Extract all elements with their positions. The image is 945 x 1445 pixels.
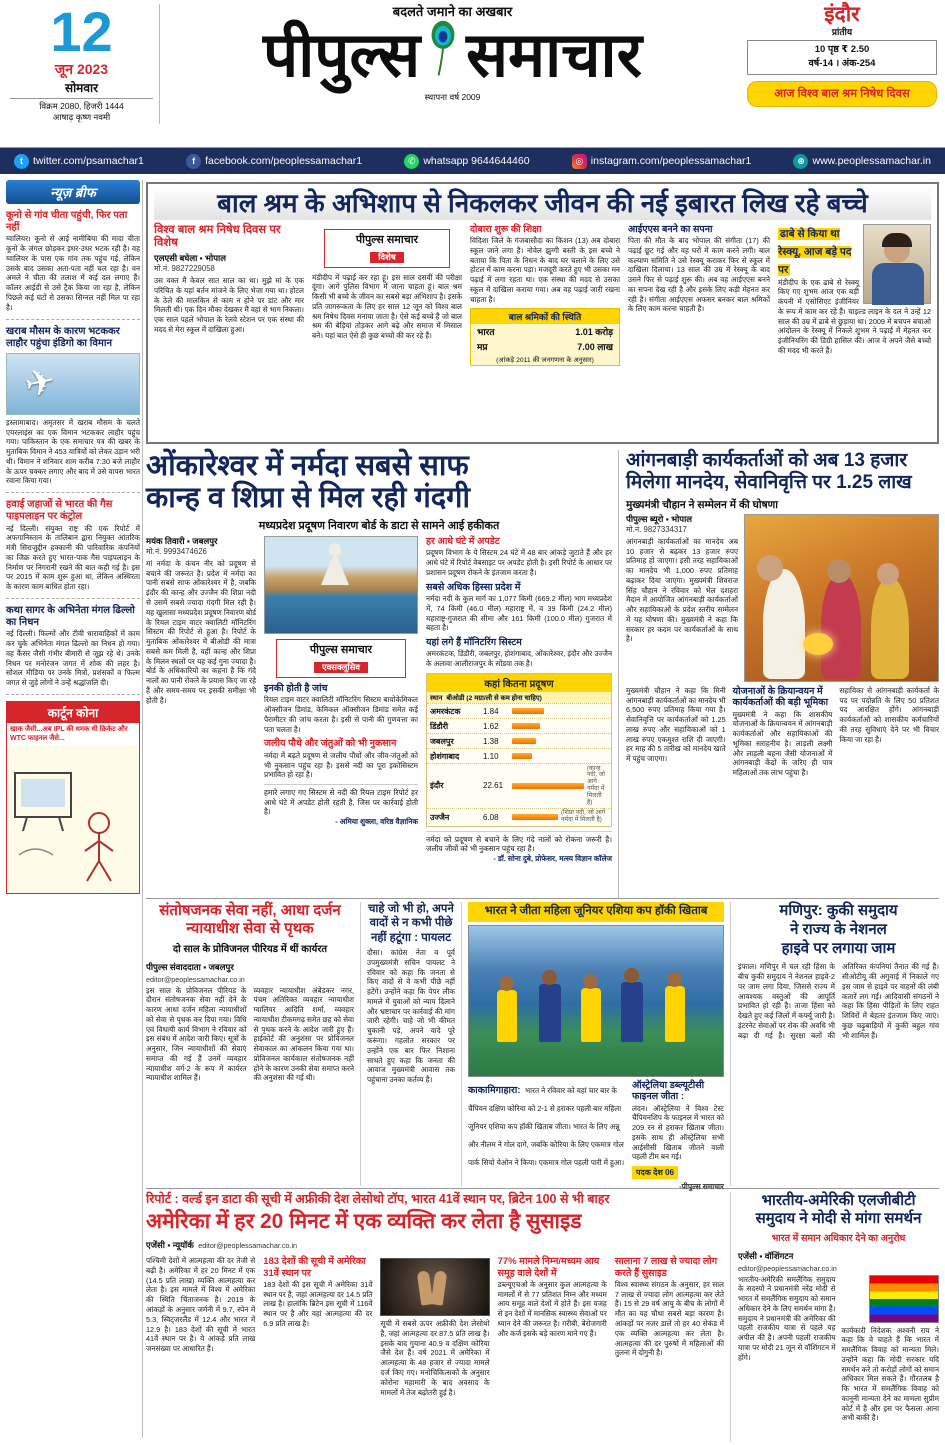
- narmada-headline-line2: कान्ह व शिप्रा से मिल रही गंदगी: [146, 482, 471, 515]
- player-head: [667, 972, 682, 987]
- expert-quote-1: [264, 784, 418, 827]
- column-rule: [142, 180, 143, 1438]
- suicide-col-4: [498, 1256, 607, 1397]
- anganwadi-subbody: मुख्यमंत्री ने कहा कि शासकीय योजनाओं के क्रियान्वयन में आंगनबाड़ी कार्यकर्ताओं और सहायिकाओं की भूमिका सराहनीय है। लाड़ली लक्ष्मी और लाड़ली बहना जैसी योजनाओं में आंगनबाड़ी केंद्रों के जरिए ही पात्र महिलाओं तक लाभ पहुंचा है।: [732, 709, 833, 778]
- bod-bar: [512, 753, 532, 759]
- suicide-body-3: सूची में सबसे ऊपर अफ्रीकी देश लेसोथो है, जहां आत्महत्या दर 87.5 प्रति लाख है। इसके बाद गुयाना 40.9 व दक्षिण कोरिया जैसे देश हैं। वर्ष 2021 में अमेरिका में आत्महत्या के 48 हजार से ज्यादा मामले दर्ज किए गए। मनोचिकित्सकों के अनुसार कोरोना महामारी के बाद अवसाद के मामलों में तेज बढ़ोतरी हुई है।: [380, 1319, 490, 1397]
- twitter-icon: t: [14, 154, 29, 169]
- portrait-body: [872, 263, 924, 305]
- lgbt-headline-line2: समुदाय ने मोदी से मांगा समर्थन: [755, 1210, 922, 1228]
- suicide-subbody-1: 183 देशों की इस सूची में अमेरिका 31वें स्थान पर है, जहां आत्महत्या दर 14.5 प्रति लाख है। हालांकि ब्रिटेन इस सूची में 116वें स्थान पर है और वहां आत्महत्या की दर 6.9 प्रति लाख है।: [263, 1279, 373, 1328]
- hockey-story: [468, 902, 724, 1192]
- expert-quote-2: [426, 831, 612, 864]
- bod-bar: [512, 723, 540, 729]
- suicide-email: editor@peoplessamachar.co.in: [198, 1241, 298, 1251]
- established-year: स्थापना वर्ष 2009: [424, 92, 481, 103]
- masthead: [0, 0, 945, 148]
- paper-tagline: बदलते जमाने का अखबार: [392, 4, 513, 19]
- masthead-center: [170, 2, 735, 103]
- substory-body: पिता की मौत के बाद भोपाल की संगीता (17) की पढ़ाई छूट गई और वह घरों में काम करने लगी। बाल कल्याण समिति ने उसे रेस्क्यू कराकर फिर से स्कूल में दाखिला दिलाया। 13 साल की उम्र में रेस्क्यू के बाद उसने फिर से पढ़ाई शुरू की। अब वह आईएएस बनने का सपना देख रही है और इसके लिए कड़ी मेहनत कर रही है। संगीता आईएएस अफसर बनकर बाल श्रमिकों के लिए काम करना चाहती है।: [628, 235, 770, 314]
- pollution-row: [427, 733, 611, 748]
- player-head: [583, 974, 598, 989]
- judges-body-1: इस साल के प्रोविजनल पीरियड के दौरान संतोषजनक सेवा नहीं देने के कारण आधा दर्जन महिला न्यायाधीशों को सेवा से पृथक कर दिया गया। विधि एवं विधायी कार्य विभाग ने रविवार को इस संबंध में आदेश जारी किए। सूत्रों के अनुसार, जिन न्यायाधीशों की सेवाएं समाप्त की गई हैं उनमें व्यवहार न्यायाधीश वर्ग-2 के रूप में कार्यरत न्यायाधीश शामिल हैं।: [146, 985, 247, 1083]
- report-strapline: रिपोर्ट : वर्ल्ड इन डाटा की सूची में अफ्रीकी देश लेसोथो टॉप, भारत 41वें स्थान पर, ब्रिटेन 100 से भी बाहर: [146, 1192, 610, 1206]
- narmada-byline: मयंक तिवारी ▪ जबलपुर: [146, 535, 218, 546]
- narmada-subhead-4: इनकी होती है जांच: [264, 682, 328, 694]
- pilot-headline: चाहे जो भी हो, अपने वादों से न कभी पीछे नहीं हटूंगा : पायलट: [368, 903, 454, 944]
- lead-column-3: [470, 224, 620, 367]
- news-brief-sidebar: [6, 180, 140, 1438]
- stats-row: [471, 324, 619, 339]
- photo-credit: -पीपुल्स समाचार: [679, 1182, 724, 1192]
- narmada-intro: मां नर्मदा के कंचन नीर को प्रदूषण से बचाने की जरूरत है। प्रदेश में नर्मदा का पानी सबसे साफ ओंकारेश्वर में है, जबकि इंदौर की कान्ह और उज्जैन की शिप्रा नदी से उसमें सबसे ज्यादा गंदगी मिल रही है। यह खुलासा मध्यप्रदेश प्रदूषण निवारण बोर्ड के रियल टाइम वाटर क्वालिटी मॉनिटरिंग सिस्टम की रिपोर्ट से हुआ है। रिपोर्ट के मुताबिक ओंकारेश्वर में बीओडी की मात्रा सबसे कम मिली है, वहीं कान्ह और शिप्रा के मिलन स्थलों पर यह कई गुना ज्यादा है। बोर्ड के अधिकारियों का कहना है कि गंदे नालों का पानी रोकने के प्रयास किए जा रहे हैं और समय-समय पर इसकी समीक्षा भी होती है।: [146, 558, 256, 705]
- globe-icon: ⊕: [793, 154, 808, 169]
- social-bar: [0, 148, 945, 174]
- brief-item-body: इस्लामाबाद। अमृतसर में खराब मौसम के चलते एयरलाइंस का एक विमान भटककर लाहौर पहुंच गया। पाकिस्तान के एक समाचार पत्र की खबर के मुताबिक विमान ने 453 यात्रियों को लेकर उड़ान भरी थी। विमान ने शनिवार शाम करीब 7:30 बजे लाहौर के ऊपर चक्कर लगाए और बाद में उसे वापस भारत रवाना किया गया।: [6, 417, 140, 486]
- manipur-headline-line2: ने राज्य के नेशनल: [790, 920, 887, 938]
- instagram-handle: instagram.com/peoplessamachar1: [590, 155, 752, 167]
- place: इंदौर: [430, 781, 444, 791]
- lgbt-kicker: भारत में समान अधिकार देने का अनुरोध: [771, 1232, 906, 1244]
- edition-block: [747, 4, 937, 107]
- manipur-headline: [738, 902, 939, 958]
- judges-kicker: दो साल के प्रोविजनल पीरियड में थीं कार्यरत: [172, 943, 328, 955]
- lead-story-child-labour: [146, 182, 939, 444]
- lead-phone: मो.नं. 9827229058: [154, 264, 215, 274]
- pollution-row: [427, 718, 611, 733]
- anganwadi-kicker: मुख्यमंत्री चौहान ने सम्मेलन में की घोषणा: [626, 498, 778, 511]
- paper-title-word2: समाचार: [466, 20, 642, 90]
- narmada-column-photo: [264, 536, 418, 863]
- rescued-boy-photo: [863, 224, 931, 304]
- woman-figure: [821, 573, 861, 679]
- row-note: (शिप्रा नदी, जो आगे नर्मदा में मिलती है): [561, 809, 606, 824]
- quote-attribution: - डॉ. सोना दुबे, प्रोफेसर, मत्स्य विज्ञान कॉलेज: [493, 853, 612, 863]
- brand-box-vishesh: [324, 229, 450, 268]
- calendar-tithi: आषाढ़ कृष्ण नवमी: [52, 112, 111, 123]
- figure-head: [827, 559, 851, 583]
- brand-tag: विशेष: [370, 252, 404, 263]
- website-link[interactable]: [793, 154, 930, 169]
- brief-item-title: हवाई जहाजों से भारत की गैस पाइपलाइन पर कंट्रोल: [6, 499, 113, 523]
- airplane-icon: ✈: [20, 359, 60, 406]
- suicide-subbody-3: विश्व स्वास्थ्य संगठन के अनुसार, हर साल 7 लाख से ज्यादा लोग आत्महत्या कर लेते हैं। 15 से 29 वर्ष आयु के बीच के लोगों में मौत का यह चौथा सबसे बड़ा कारण है। आंकड़ों पर नजर डालें तो हर 40 सेकंड में एक व्यक्ति आत्महत्या कर लेता है। आत्महत्या की दर पुरुषों में महिलाओं की तुलना में दोगुनी है।: [614, 1279, 725, 1358]
- issue-info-box: [747, 40, 937, 75]
- figure-head: [757, 555, 783, 581]
- suicide-subhead-2: 77% मामले निम्न/मध्यम आय समूह वाले देशों में: [497, 1256, 600, 1279]
- section-rule: [146, 898, 939, 899]
- player-figure: [621, 982, 643, 1042]
- edition-city: इंदौर: [824, 3, 860, 26]
- special-day-badge: आज विश्व बाल श्रम निषेध दिवस: [747, 81, 937, 107]
- lgbt-col-2: [842, 1275, 940, 1424]
- omkareshwar-river-photo: [264, 536, 418, 634]
- anganwadi-subhead: योजनाओं के क्रियान्वयन में कार्यकर्ताओं की बड़ी भूमिका: [732, 685, 829, 709]
- narmada-subhead-1: हर आधे घंटे में अपडेट: [426, 535, 500, 547]
- pollution-table-title: कहां कितना प्रदूषण: [427, 674, 611, 692]
- judges-story: [146, 902, 354, 1186]
- hockey-caption-text: भारत ने रविवार को यहां चार बार के चैंपियन दक्षिण कोरिया को 2-1 से हराकर पहली बार महिला जूनियर एशिया कप हॉकी खिताब जीता। भारत के लिए अन्नू और नीलम ने गोल दागे, जबकि कोरिया के लिए एकमात्र गोल पार्क सियो येओन ने किया। एकमात्र गोल पहली पारी में हुआ।: [468, 1085, 625, 1167]
- col-place: स्थान: [430, 695, 443, 702]
- anganwadi-subhead-column: [733, 686, 833, 778]
- player-head: [624, 968, 639, 983]
- substory-title: दोबारा शुरू की शिक्षा: [470, 223, 542, 235]
- pages-price: 10 पृष्ठ ₹ 2.50: [814, 44, 870, 55]
- pilot-story: [360, 902, 462, 1186]
- news-brief-header: न्यूज़ ब्रीफ: [6, 180, 140, 204]
- suicide-byline: एजेंसी ▪ न्यूयॉर्क: [146, 1240, 194, 1251]
- bod-value: 1.84: [483, 706, 499, 716]
- pollution-row: [427, 703, 611, 718]
- peacock-feather-logo: [428, 20, 458, 90]
- anganwadi-body-1: आंगनबाड़ी कार्यकर्ताओं का मानदेय अब 10 हजार से बढ़कर 13 हजार रुपए प्रतिमाह हो जाएगा। इसी तरह सहायिकाओं का मानदेय भी 1,000 रुपए प्रतिमाह बढ़ाकर दिया जाएगा। मुख्यमंत्री शिवराज सिंह चौहान ने रविवार को भेल दशहरा मैदान में आयोजित आंगनबाड़ी कार्यकर्ताओं और सहायिकाओं के प्रदेश स्तरीय सम्मेलन में यह घोषणा की। मुख्यमंत्री ने कहा कि सरकार हर कदम पर कार्यकर्ताओं के साथ है।: [626, 536, 738, 644]
- lgbt-email: editor@peoplessamachar.co.in: [738, 1263, 837, 1273]
- lgbt-story: [730, 1192, 939, 1442]
- instagram-icon: ◎: [572, 154, 587, 169]
- brief-item-title: कथा सागर के अभिनेता मंगल ढिल्लो का निधन: [6, 604, 135, 629]
- hand-shape: [431, 1270, 448, 1305]
- website-url: www.peoplessamachar.in: [812, 155, 931, 167]
- manipur-headline-line1: मणिपुर: कुकी समुदाय: [779, 902, 898, 919]
- bod-value: 6.08: [483, 812, 499, 822]
- lead-body-2: मंडीदीप में पढ़ाई कर रहा हूं। इस साल दसवीं की परीक्षा दूंगा। आगे पुलिस विभाग में जाना चाहता हूं। बाल श्रम किसी भी बच्चे के जीवन का सबसे बड़ा अभिशाप है। इसके प्रति जागरूकता के लिए हर साल 12 जून को विश्व बाल श्रम निषेध दिवस मनाया जाता है। ऐसे कई बच्चे हैं जो बाल श्रम की बेड़ियां तोड़कर आगे बढ़े और समाज में मिसाल बने। यहां बात ऐसे ही कुछ बच्चों की कर रहे हैं।: [312, 272, 463, 341]
- col-bod: बीओडी (2 मग्रा/ली से कम होना चाहिए): [446, 695, 542, 702]
- date-month: जून 2023: [54, 61, 109, 77]
- bod-bar: [512, 814, 558, 820]
- stats-value: 7.00 लाख: [577, 342, 613, 353]
- lead-headline: बाल श्रम के अभिशाप से निकलकर जीवन की नई इबारत लिख रहे बच्चे: [154, 187, 931, 220]
- narmada-phone: मो.नं. 9993474626: [146, 546, 207, 556]
- anganwadi-body-2: मुख्यमंत्री चौहान ने कहा कि मिनी आंगनबाड़ी कार्यकर्ताओं का मानदेय भी 6,500 रुपए प्रतिमाह किया गया है। सेवानिवृत्ति पर कार्यकर्ताओं को 1.25 लाख रुपए और सहायिकाओं को 1 लाख रुपए एकमुश्त राशि दी जाएगी। हर माह की 5 तारीख को मानदेय खाते में पहुंच जाएगा।: [626, 685, 726, 764]
- hockey-dateline: काकामिगाहारा:: [468, 1084, 521, 1096]
- hands-photo: [380, 1258, 489, 1316]
- suicide-report-story: [146, 1192, 724, 1442]
- brief-item-title: कूनो से गांव चीता पहुंची, फिर पता नहीं: [6, 210, 128, 234]
- wtc-note-title: ऑस्ट्रेलिया डब्ल्यूटीसी फाइनल जीता :: [632, 1079, 705, 1103]
- place: अमरकंटक: [430, 706, 461, 716]
- cartoon-drawing: [7, 745, 139, 893]
- anganwadi-phone: मो.नं. 9827334317: [626, 524, 687, 534]
- substory-title: आईएएस बनने का सपना: [628, 223, 713, 235]
- calendar-era: विक्रम 2080, हिजरी 1444: [39, 101, 124, 111]
- anganwadi-headline-line1: आंगनबाड़ी कार्यकर्ताओं को अब 13 हजार: [626, 450, 908, 471]
- lead-kicker: विश्व बाल श्रम निषेध दिवस पर विशेष: [154, 223, 281, 250]
- hockey-caption: [468, 1080, 626, 1192]
- pride-flag-photo: [869, 1275, 939, 1323]
- facebook-handle: facebook.com/peoplessamachar1: [205, 155, 363, 167]
- substory-body: मंडीदीप के एक ढाबे से रेस्क्यू किए गए शुभम आज एक बड़ी कंपनी में एसोसिएट इंजीनियर के रूप में काम कर रहे हैं। चाइल्ड लाइन के दल ने उन्हें 12 साल की उम्र में ढाबे से छुड़ाया था। 2009 में बचपन बचाओ आंदोलन के रेस्क्यू में निकले शुभम ने पढ़ाई में मेहनत कर इंजीनियरिंग की डिग्री हासिल की। आज वे अपने जैसे बच्चों की मदद भी करते हैं।: [778, 277, 931, 355]
- lgbt-byline-block: [738, 1246, 939, 1273]
- anganwadi-body-3: सहायिका से आंगनबाड़ी कार्यकर्ता के पद पर पदोन्नति के लिए 50 प्रतिशत पद आरक्षित होंगे। आंगनबाड़ी कार्यकर्ताओं को शासकीय कर्मचारियों की तरह सुविधाएं देने पर भी विचार किया जा रहा है।: [839, 685, 940, 744]
- brief-item-body: ग्वालियर। कूनो से आई नामीबिया की मादा चीता कूनो के जंगल छोड़कर इधर-उधर भटक रही है। वह ग्वालियर के पास एक गांव तक पहुंच गई, लेकिन उसके बाद उसका अता-पता नहीं चल रहा है। वन अमले ने चीता की तलाश में कई दल लगाए हैं। कॉलर आईडी से उसे ट्रैक किया जा रहा है, लेकिन पिछले कई घंटों से उसका सिग्नल नहीं मिल पा रहा है।: [6, 234, 140, 312]
- twitter-handle: twitter.com/psamachar1: [33, 155, 144, 167]
- player-figure: [665, 986, 685, 1042]
- facebook-link[interactable]: [186, 154, 362, 169]
- brand-box-exclusive: [276, 639, 406, 678]
- portrait-hair: [882, 233, 912, 247]
- whatsapp-icon: ✆: [404, 154, 419, 169]
- narmada-pollution-story: [146, 450, 612, 898]
- lead-column-1: [154, 224, 304, 367]
- brief-item-body: नई दिल्ली। फिल्मों और टीवी धारावाहिकों में काम कर चुके अभिनेता मंगल ढिल्लो का निधन हो गया। वह कैंसर जैसी गंभीर बीमारी से जूझ रहे थे। उनके निधन पर मनोरंजन जगत में शोक की लहर है। सोशल मीडिया पर उनके मित्रों, प्रशंसकों व फिल्म जगत से जुड़े लोगों ने उन्हें श्रद्धांजलि दी।: [6, 629, 140, 688]
- facebook-icon: f: [186, 154, 201, 169]
- substory-body: विदिशा जिले के गंजबासौदा का किशन (13) अब दोबारा स्कूल जाने लगा है। नोवेल झुग्गी बस्ती के इस बच्चे ने बताया कि पिता के निधन के बाद घर चलाने के लिए उसे होटल में काम करना पड़ा। मजदूरी करते हुए भी उसका मन पढ़ाई में लगा रहता था। एक संस्था की मदद से उसका स्कूल में दाखिला कराया गया। अब वह पढ़ाई जारी रखना चाहता है।: [470, 235, 620, 304]
- narmada-column-facts: [426, 536, 612, 863]
- indigo-plane-photo: [6, 353, 140, 415]
- brand-name: पीपुल्स समाचार: [355, 233, 419, 246]
- temple-spire: [321, 551, 349, 585]
- lgbt-headline-line1: भारतीय-अमेरिकी एलजीबीटी: [761, 1192, 916, 1209]
- judges-byline: पीपुल्स संवाददाता ▪ जबलपुर: [146, 961, 234, 972]
- lgbt-columns: [738, 1275, 939, 1424]
- lead-column-2: [312, 224, 462, 367]
- medal-chip: पदक देश 06: [632, 1166, 678, 1179]
- whatsapp-link[interactable]: [404, 154, 529, 169]
- suicide-headline: अमेरिका में हर 20 मिनट में एक व्यक्ति कर लेता है सुसाइड: [146, 1210, 582, 1233]
- suicide-byline-block: [146, 1235, 724, 1253]
- lgbt-body-1: भारतीय-अमेरिकी समलैंगिक समुदाय के सदस्यों ने प्रधानमंत्री नरेंद्र मोदी से भारत में समलैंगिक समुदाय को समान अधिकार देने के लिए समर्थन मांगा है। समुदाय ने प्रधानमंत्री की अमेरिका की पहली राजकीय यात्रा से पहले यह अपील की है। अपनी पहली राजकीय यात्रा पर मोदी 21 जून से वॉशिंगटन में होंगे।: [738, 1274, 836, 1362]
- anganwadi-top-row: [626, 514, 939, 682]
- pollution-row: [427, 808, 611, 826]
- player-head: [542, 970, 557, 985]
- quote-text: नर्मदा को प्रदूषण से बचाने के लिए गंदे नालों को रोकना जरूरी है। जलीय जीवों को भी नुकसान पहुंच रहा है।: [426, 834, 612, 854]
- narmada-columns: [146, 536, 612, 863]
- narmada-subbody-5: नर्मदा में बढ़ते प्रदूषण से जलीय पौधों और जीव-जंतुओं को भी नुकसान पहुंच रहा है। इससे नदी का पूरा इकोसिस्टम प्रभावित हो रहा है।: [264, 750, 418, 780]
- stats-title: बाल श्रमिकों की स्थिति: [471, 309, 619, 324]
- date-day: 12: [50, 0, 113, 63]
- news-brief-item: [6, 210, 140, 320]
- pollution-table: [426, 673, 612, 827]
- bod-bar: [512, 738, 536, 744]
- bod-bar: [512, 708, 544, 714]
- brand-tag: एक्सक्लूसिव: [314, 662, 368, 673]
- narmada-subbody-4: रियल टाइम वाटर क्वालिटी मॉनिटरिंग सिस्टम बायोकेमिकल ऑक्सीजन डिमांड, केमिकल ऑक्सीजन डिमांड समेत कई पैरामीटर की जांच करता है। इसी से पानी की गुणवत्ता का पता चलता है।: [264, 695, 418, 734]
- pollution-row: [427, 748, 611, 763]
- judges-byline-block: [146, 957, 354, 984]
- quote-text: हमारे लगाए गए सिस्टम से नदी की रियल टाइम रिपोर्ट हर आधे घंटे में अपडेट होती रहती है, जिस पर कार्रवाई होती है।: [264, 788, 418, 817]
- pilot-body: दौसा। कांग्रेस नेता व पूर्व उपमुख्यमंत्री सचिन पायलट ने रविवार को कहा कि जनता से किए वादों से वे कभी पीछे नहीं हटेंगे। उन्होंने कहा कि पेपर लीक मामले में युवाओं को न्याय दिलाने और भ्रष्टाचार पर कार्रवाई की मांग जारी रहेगी। चाहे जो भी कीमत चुकानी पड़े, अपने वादे पूरे करूंगा। गहलोत सरकार पर उन्होंने एक बार फिर निशाना साधते हुए कहा कि जनता की आवाज मुख्यमंत्री आवास तक पहुंचाना उनका कर्तव्य है।: [367, 948, 455, 1085]
- edition-type: प्रांतीय: [831, 27, 853, 37]
- wtc-note-body: लंदन। ऑस्ट्रेलिया ने विश्व टेस्ट चैंपियनशिप के फाइनल में भारत को 209 रन से हराकर खिताब जीता। इसके साथ ही ऑस्ट्रेलिया सभी आईसीसी खिताब जीतने वाली पहली टीम बन गई।: [632, 1103, 724, 1162]
- cm-event-photo: [744, 514, 939, 682]
- anganwadi-bottom-row: [626, 686, 939, 778]
- stats-label: मप्र: [477, 342, 488, 353]
- judges-body-2: व्यवहार न्यायाधीश अंबेडकर नगर, पंचम अतिरिक्त व्यवहार न्यायाधीश ग्वालियर आदिति शर्मा, व्यवहार न्यायाधीश टीकमगढ़ समेत छह को सेवा से पृथक करने के आदेश जारी हुए हैं। हाईकोर्ट की अनुशंसा पर प्रोविजनल सेवाकाल का आंकलन किया गया था। प्रोविजनल कार्यकाल संतोषजनक नहीं होने के कारण उनकी सेवा समाप्त करने की अनुशंसा की गई थी।: [253, 985, 354, 1083]
- place: जबलपुर: [430, 736, 454, 746]
- lead-body-1: उस वक्त मैं केवल सात साल का था। मुझे मां के एक परिचित के यहां बर्तन मांजने के लिए भेजा गया था। होटल के ठेले की मालकिन से काम न होने पर डांट और मार मिलती थी। एक दिन मौका देखकर मैं वहां से भाग निकला। एक साल पहले भोपाल के रेलवे स्टेशन पर एक संस्था की मदद से मेरा स्कूल में दाखिला हुआ।: [154, 276, 304, 335]
- wtc-final-note: [632, 1080, 724, 1192]
- cartoon-header: कार्टून कोना: [7, 702, 139, 723]
- lead-column-4: [628, 224, 770, 367]
- news-brief-item: [6, 499, 140, 599]
- suicide-columns: [146, 1256, 724, 1397]
- date-block: [10, 0, 160, 124]
- suicide-col-1: [146, 1256, 255, 1397]
- narmada-subbody-1: प्रदूषण विभाग के ये सिस्टम 24 घंटे में 48 बार आंकड़े जुटाते हैं और हर आधे घंटे में रिपोर्ट वेबसाइट पर अपडेट होती है। इसी रिपोर्ट के आधार पर प्रशासन प्रदूषण रोकने के इंतजाम करता है।: [426, 548, 612, 577]
- paper-title: [170, 20, 735, 90]
- suicide-subhead-1: 183 देशों की सूची में अमेरिका 31वें स्थान पर: [263, 1256, 366, 1279]
- paper-title-word1: पीपुल्स: [263, 20, 421, 90]
- cartoon-caption: खाक जैसी...अब IPL की धमक थी क्रिकेट और WTC फाइनल जैसे...: [10, 725, 128, 743]
- lead-byline: एलएसी बघेला ▪ भोपाल: [154, 253, 227, 264]
- place: डिंडौरी: [430, 721, 449, 731]
- suicide-body-1: पश्चिमी देशों में आत्महत्या की दर तेजी से बढ़ी है। अमेरिका में हर 20 मिनट में एक (14.5 प्रति लाख) व्यक्ति आत्महत्या कर लेता है। इस मामले में विश्व में अमेरिका की स्थिति चिंताजनक है। 2019 के आंकड़ों के अनुसार जर्मनी में 9.7, स्पेन में 5.3, स्विट्जरलैंड में 12.4 और भारत में 12.9 है। 183 देशों की सूची में भारत 41वें स्थान पर है। ये आंकड़े प्रति लाख जनसंख्या पर आधारित हैं।: [146, 1256, 256, 1354]
- instagram-link[interactable]: [572, 154, 752, 169]
- bod-value: 1.62: [483, 721, 499, 731]
- brand-name: पीपुल्स समाचार: [309, 643, 373, 656]
- player-figure: [581, 988, 601, 1042]
- player-head: [499, 976, 514, 991]
- figure-head: [877, 563, 899, 585]
- manipur-story: [730, 902, 939, 1186]
- brief-item-body: नई दिल्ली। संयुक्त राष्ट्र की एक रिपोर्ट में अफगानिस्तान के तालिबान द्वारा नियुक्त आंतरिक मंत्री सिराजुद्दीन हक्कानी की पारिवारिक कंपनियों का जिक्र करते हुए भारत-पाक गैस पाइपलाइन के निर्माण पर निगरानी रखने की बात कही गई है। इस पर 2015 में काम शुरू हुआ था, लेकिन अस्थिरता के कारण काम बाधित होता रहा।: [6, 523, 140, 592]
- suicide-col-2: [263, 1256, 372, 1397]
- row-note: (कान्ह नदी, जो आगे नर्मदा में मिलती है): [587, 764, 605, 806]
- manipur-headline-line3: हाइवे पर लगाया जाम: [781, 939, 896, 957]
- place: होशंगाबाद: [430, 751, 460, 761]
- player-figure: [539, 984, 561, 1042]
- narmada-subbody-3: अमरकंटक, डिंडौरी, जबलपुर, होशंगाबाद, ओंकारेश्वर, इंदौर और उज्जैन के अलावा आलीराजपुर के सोंडवा तक है।: [426, 649, 612, 669]
- suicide-col-5: [615, 1256, 724, 1397]
- manipur-body: इंफाल। मणिपुर में चल रही हिंसा के बीच कुकी समुदाय ने नेशनल हाइवे-2 पर जाम लगा दिया, जिससे राज्य में आवश्यक वस्तुओं की आपूर्ति प्रभावित हो रही है। ताजा हिंसा को देखते हुए कई जिलों में कर्फ्यू जारी है। इंटरनेट सेवाओं पर रोक की अवधि भी बढ़ा दी गई है। सुरक्षा बलों की अतिरिक्त कंपनियां तैनात की गई हैं। सीओटीयू की अगुवाई में निकाले गए इस जाम से हाइवे पर वाहनों की लंबी कतारें लग गईं। आदिवासी संगठनों ने कहा कि हिंसा पीड़ितों के लिए राहत शिविरों में बेहतर इंतजाम किए जाएं। कुछ चढ़ूबाड़ियों में कुकी बहुल गांव भी शामिल हैं।: [738, 962, 939, 1040]
- place: उज्जैन: [430, 812, 450, 822]
- hockey-headline: भारत ने जीता महिला जूनियर एशिया कप हॉकी खिताब: [468, 902, 724, 922]
- suicide-subbody-2: डब्ल्यूएचओ के अनुसार कुल आत्महत्या के मामलों में से 77 प्रतिशत निम्न और मध्यम आय समूह वाले देशों में होते हैं। इस वजह से इन देशों में मानसिक स्वास्थ्य सेवाओं पर ध्यान देने की जरूरत है। गरीबी, बेरोजगारी और कर्ज इसके बड़े कारण माने गए हैं।: [497, 1279, 607, 1338]
- anganwadi-text-column: [626, 514, 738, 682]
- news-brief-item: [6, 326, 140, 494]
- twitter-link[interactable]: [14, 154, 144, 169]
- stats-value: 1.01 करोड़: [575, 327, 613, 338]
- bod-value: 1.38: [483, 736, 499, 746]
- child-labour-stats-box: [470, 308, 620, 366]
- stats-row: [471, 339, 619, 354]
- lead-columns: [154, 224, 931, 367]
- lgbt-headline: [738, 1192, 939, 1229]
- narmada-kicker: मध्यप्रदेश प्रदूषण निवारण बोर्ड के डाटा से सामने आई हकीकत: [258, 519, 500, 532]
- bod-bar: [512, 783, 584, 789]
- cartoon-corner: [6, 701, 140, 894]
- quote-attribution: - अमिया शुक्ला, वरिष्ठ वैज्ञानिक: [335, 816, 418, 826]
- pollution-row: [427, 763, 611, 808]
- narmada-subhead-2: सबसे अधिक हिस्सा प्रदेश में: [426, 581, 521, 593]
- bod-value: 22.61: [483, 781, 504, 791]
- judges-email: editor@peoplessamachar.co.in: [146, 974, 245, 984]
- suicide-subhead-3: सालाना 7 लाख से ज्यादा लोग करते हैं सुसाइड: [614, 1256, 718, 1279]
- lgbt-body-2: कार्यकारी निदेशक अश्वनी राय ने कहा कि वे चाहते हैं कि भारत में समलैंगिक विवाह को मान्यता मिले। उन्होंने कहा कि मोदी सरकार यदि समर्थन करे तो करोड़ों लोगों को समान अधिकार मिल सकते हैं। गौरतलब है कि भारत में समलैंगिक विवाह को कानूनी मान्यता देने का मामला सुप्रीम कोर्ट में है और इस पर फैसला आना अभी बाकी है।: [841, 1325, 939, 1423]
- judges-headline: संतोषजनक सेवा नहीं, आधा दर्जन न्यायाधीश सेवा से पृथक: [159, 902, 341, 938]
- anganwadi-headline-line2: मिलेगा मानदेय, सेवानिवृत्ति पर 1.25 लाख: [626, 472, 912, 494]
- woman-figure: [871, 577, 909, 679]
- player-figure: [497, 990, 517, 1042]
- narmada-subbody-2: नर्मदा नदी के कुल मार्ग का 1,077 किमी (669.2 मील) भाग मध्यप्रदेश में, 74 किमी (46.0 मील) महाराष्ट्र में, व 39 किमी (24.2 मील) महाराष्ट्र-गुजरात की सीमा और 161 किमी (100.0 मील) गुजरात में बहता है।: [426, 594, 612, 633]
- narmada-subhead-3: यहां लगे हैं मॉनिटरिंग सिस्टम: [426, 637, 522, 649]
- ceremonial-lamp: [803, 633, 833, 655]
- stats-label: भारत: [477, 327, 495, 338]
- brief-item-title: खराब मौसम के कारण भटककर लाहौर पहुंचा इंडिगो का विमान: [6, 325, 120, 349]
- lgbt-byline: एजेंसी ▪ वॉशिंगटन: [738, 1250, 794, 1261]
- anganwadi-byline: पीपुल्स ब्यूरो ▪ भोपाल: [626, 513, 693, 524]
- hockey-team-photo: [468, 925, 724, 1077]
- hockey-caption-row: [468, 1080, 724, 1192]
- substory-title-highlight: ढाबे से किया था रेस्क्यू, आज बड़े पद पर: [778, 227, 852, 276]
- anganwadi-body-column: [626, 686, 726, 778]
- anganwadi-story: [618, 450, 939, 898]
- news-brief-item: [6, 605, 140, 695]
- narmada-column-byline: [146, 536, 256, 863]
- stats-note: (आंकड़े 2011 की जनगणना के अनुसार): [496, 357, 594, 365]
- date-weekday: सोमवार: [10, 79, 153, 99]
- narmada-subhead-5: जलीय पौधे और जंतुओं को भी नुकसान: [264, 738, 397, 750]
- suicide-col-3: [380, 1256, 489, 1397]
- narmada-headline-line1: ओंकारेश्वर में नर्मदा सबसे साफ: [146, 450, 469, 482]
- bod-value: 1.10: [483, 751, 499, 761]
- lead-column-5: [778, 224, 931, 367]
- pollution-table-header: [427, 692, 611, 703]
- cm-figure: [763, 569, 805, 679]
- judges-columns: [146, 986, 354, 1084]
- whatsapp-number: whatsapp 9644644460: [423, 155, 530, 167]
- anganwadi-body-column: [839, 686, 939, 778]
- volume-issue: वर्ष-14 । अंक-254: [808, 58, 876, 70]
